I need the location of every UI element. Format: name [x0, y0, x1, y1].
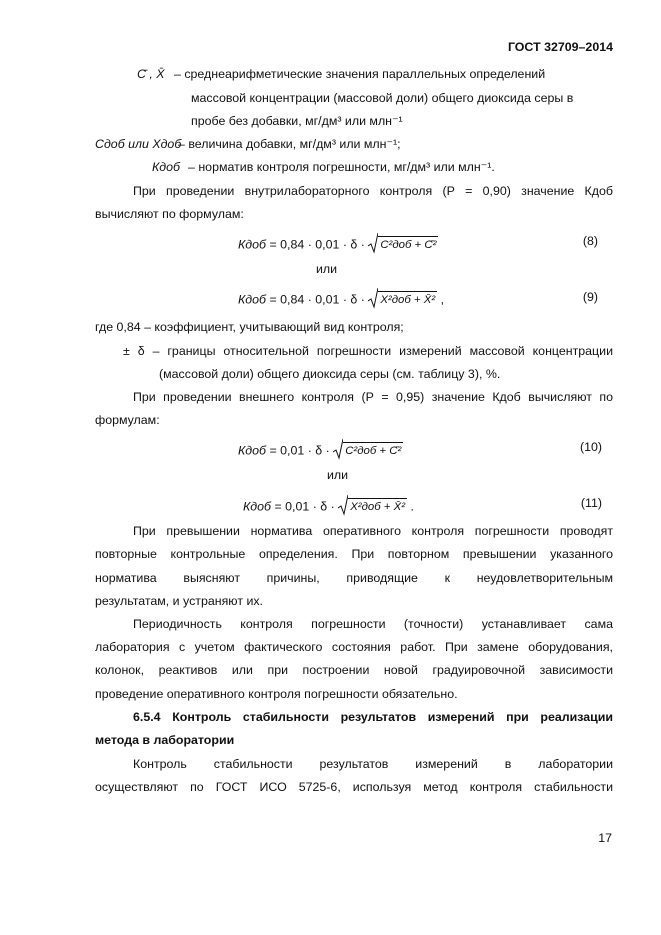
def2-text: – величина добавки, мг/дм³ или млн⁻¹;	[178, 137, 401, 151]
period-line3: колонок, реактивов или при построении новой градуировочной зависимости	[95, 663, 613, 677]
period-line4: проведение оперативного контроля погрешности обязательно.	[95, 687, 458, 701]
sqrt-icon	[368, 287, 378, 313]
equation-8	[238, 232, 438, 258]
page-number: 17	[598, 831, 612, 845]
equation-9	[238, 287, 444, 313]
exceed-line4: результатам, и устраняют их.	[95, 594, 263, 608]
external-control-line2: формулам:	[95, 413, 160, 427]
def2-symbol: Сдоб или Xдоб	[95, 137, 182, 151]
exceed-line1: При превышении норматива оперативного контроля погрешности проводят	[133, 524, 613, 538]
eq11-tail: .	[410, 499, 414, 514]
equation-10-number: (10)	[579, 440, 602, 454]
period-line2: лаборатория с учетом фактического состояния работ. При замене оборудования,	[95, 640, 613, 654]
external-control-line1: При проведении внешнего контроля (Р = 0,95) значение Кдоб вычисляют по	[133, 390, 613, 404]
exceed-line3: норматива выясняют причины, приводящие к неудовлетворительным	[95, 571, 613, 585]
def1-line1: – среднеарифметические значения параллельных определений	[174, 67, 546, 81]
internal-control-line2: вычисляют по формулам:	[95, 207, 244, 221]
equation-11-number: (11)	[580, 496, 602, 510]
equation-8-number: (8)	[582, 234, 598, 248]
coef-line1: где 0,84 – коэффициент, учитывающий вид контроля;	[95, 320, 404, 334]
def1-line2: массовой концентрации (массовой доли) общего диоксида серы в	[191, 91, 574, 105]
section-heading-line1: 6.5.4 Контроль стабильности результатов измерений при реализации	[133, 710, 613, 724]
eq8-root: С²доб + С̄²	[378, 236, 438, 251]
def1-line3: пробе без добавки, мг/дм³ или млн⁻¹	[191, 114, 403, 128]
exceed-line2: повторные контрольные определения. При повторном превышении указанного	[95, 547, 613, 561]
eq8-rhs: = 0,84 · 0,01 · δ ·	[269, 237, 365, 252]
coef-line2: ± δ – границы относительной погрешности измерений массовой концентрации	[123, 344, 613, 358]
eq10-lhs: Кдоб	[238, 443, 267, 458]
eq9-rhs: = 0,84 · 0,01 · δ ·	[269, 292, 365, 307]
equation-11	[243, 494, 414, 520]
eq9-root: X²доб + X̄²	[378, 291, 437, 306]
eq11-rhs: = 0,01 · δ ·	[274, 499, 335, 514]
equation-9-number: (9)	[582, 290, 598, 304]
equation-10	[238, 438, 403, 464]
eq10-root: С²доб + С̄²	[343, 442, 403, 457]
document-header-standard: ГОСТ 32709–2014	[507, 40, 613, 54]
eq9-lhs: Кдоб	[238, 292, 267, 307]
sqrt-icon	[333, 438, 343, 464]
def1-symbols: С̄ , X̄	[137, 67, 165, 81]
sqrt-icon	[338, 494, 348, 520]
stability-line2: осуществляют по ГОСТ ИСО 5725-6, используя метод контроля стабильности	[95, 780, 613, 794]
def3-symbol: Кдоб	[152, 160, 181, 174]
section-heading-line2: метода в лаборатории	[95, 733, 235, 747]
internal-control-line1: При проведении внутрилабораторного контроля (Р = 0,90) значение Кдоб	[133, 184, 613, 198]
sqrt-icon	[368, 232, 378, 258]
or-text-2: или	[327, 468, 349, 482]
period-line1: Периодичность контроля погрешности (точности) устанавливает сама	[133, 617, 613, 631]
eq8-lhs: Кдоб	[238, 237, 267, 252]
or-text-1: или	[316, 262, 338, 276]
eq10-rhs: = 0,01 · δ ·	[269, 443, 330, 458]
eq9-tail: ,	[440, 292, 445, 307]
stability-line1: Контроль стабильности результатов измерений в лаборатории	[133, 757, 613, 771]
coef-line3: (массовой доли) общего диоксида серы (см. таблицу 3), %.	[159, 367, 501, 381]
def3-text: – норматив контроля погрешности, мг/дм³ или млн⁻¹.	[188, 160, 495, 174]
eq11-lhs: Кдоб	[243, 499, 272, 514]
eq11-root: X²доб + X̄²	[348, 498, 407, 513]
